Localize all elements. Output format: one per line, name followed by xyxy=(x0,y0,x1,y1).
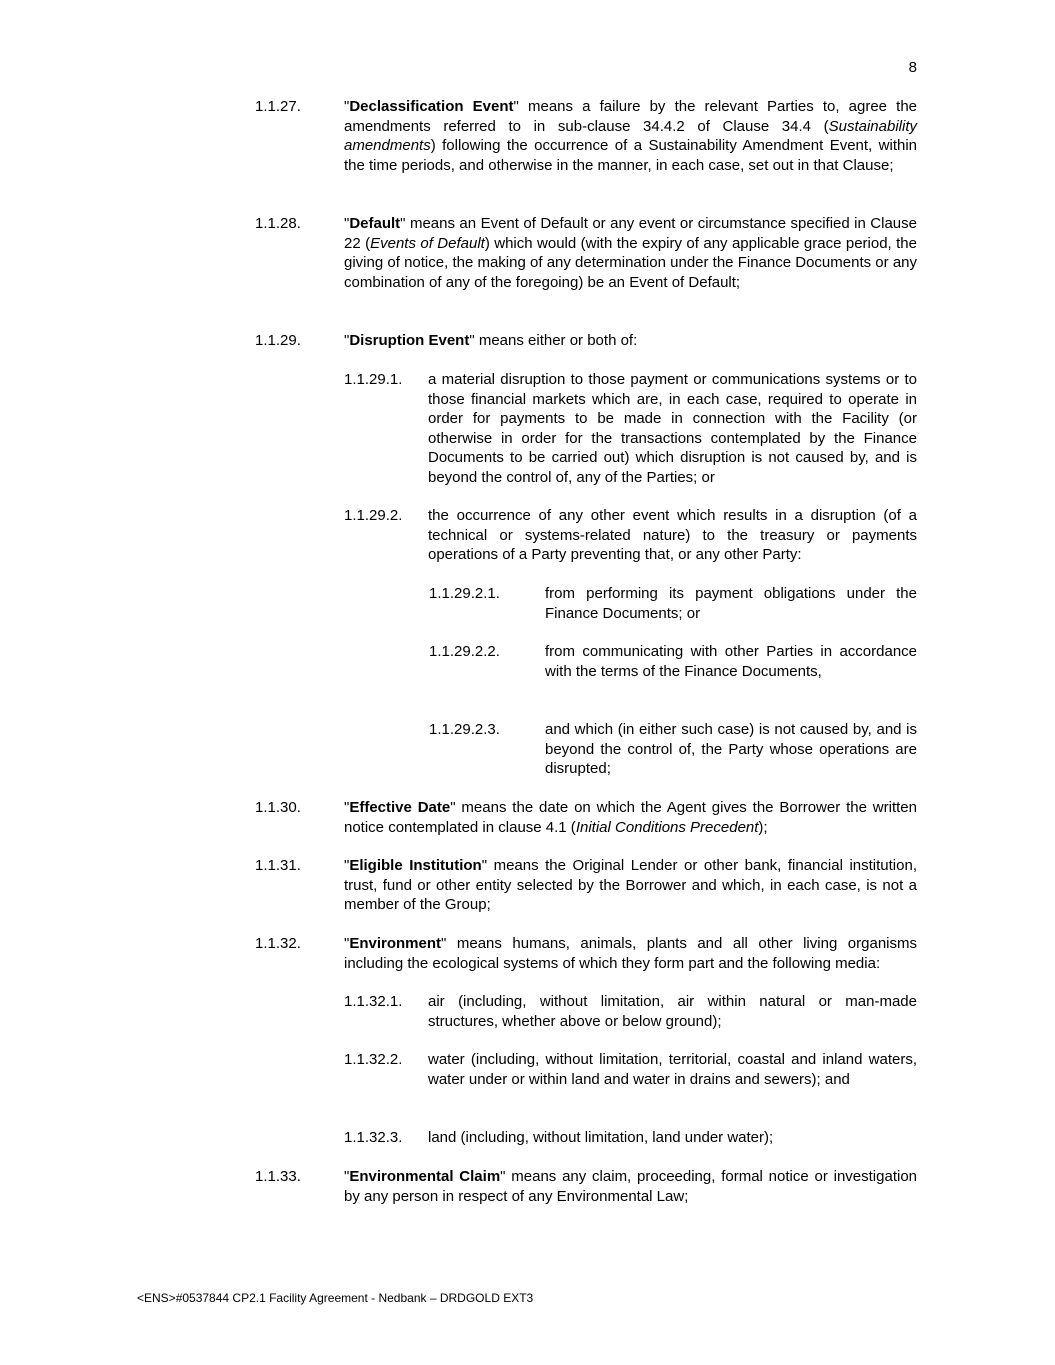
document-footer: <ENS>#0537844 CP2.1 Facility Agreement - Nedbank – DRDGOLD EXT3 xyxy=(137,1291,534,1305)
defined-term: Effective Date xyxy=(349,799,451,816)
clause-number: 1.1.32.2. xyxy=(344,1051,403,1068)
clause-reference: Initial Conditions Precedent xyxy=(575,818,759,836)
clause-text: the occurrence of any other event which results in a disruption (of a technical or systems-related nature) to the treasury or payments operations of a Party preventing that, or any other Party: xyxy=(428,507,917,563)
clause-text-part: ); xyxy=(758,818,768,836)
clause-number: 1.1.29.2.2. xyxy=(429,643,500,660)
clause-number: 1.1.33. xyxy=(255,1168,301,1185)
defined-term: Disruption Event xyxy=(349,332,470,349)
clause-text-part: " means humans, animals, plants and all other living organisms including the ecological systems of which they form part and the following media: xyxy=(344,935,917,972)
clause-number: 1.1.29. xyxy=(255,332,301,349)
clause-number: 1.1.32. xyxy=(255,935,301,952)
clause-number: 1.1.29.2. xyxy=(344,507,403,524)
clause-text-part: " means an Event of Default or any event or circumstance specified in Clause 22 ( xyxy=(344,215,917,252)
clause-number: 1.1.30. xyxy=(255,799,301,816)
clause-text: "Eligible Institution" means the Original Lender or other bank, financial institution, trust, fund or other entity selected by the Borrower and which, in each case, is not a member of the Group; xyxy=(344,857,917,913)
clause-text: "Environment" means humans, animals, plants and all other living organisms including the ecological systems of which they form part and the following media: xyxy=(344,935,917,972)
defined-term: Eligible Institution xyxy=(349,857,482,874)
clause-text: land (including, without limitation, land under water); xyxy=(428,1129,774,1146)
clause-text: air (including, without limitation, air within natural or man-made structures, whether above or below ground); xyxy=(428,993,917,1030)
clause-text: water (including, without limitation, territorial, coastal and inland waters, water under or within land and water in drains and sewers); and xyxy=(428,1051,917,1088)
defined-term: Declassification Event xyxy=(349,98,514,115)
clause-reference: Sustainability amendments xyxy=(344,117,917,154)
clause-text: "Effective Date" means the date on which the Agent gives the Borrower the written notice contemplated in clause 4.1 (Initial Conditions Precedent); xyxy=(344,799,917,836)
clause-number: 1.1.27. xyxy=(255,98,301,115)
clause-text: from performing its payment obligations under the Finance Documents; or xyxy=(545,585,917,622)
clause-text-part: " means any claim, proceeding, formal notice or investigation by any person in respect of any Environmental Law; xyxy=(344,1168,917,1205)
defined-term: Default xyxy=(349,215,401,232)
clause-text-part: " means the date on which the Agent gives the Borrower the written notice contemplated in clause 4.1 ( xyxy=(344,799,917,836)
clause-text: "Disruption Event" means either or both of: xyxy=(344,332,638,349)
clause-number: 1.1.31. xyxy=(255,857,301,874)
clause-number: 1.1.28. xyxy=(255,215,301,232)
clause-text-part: " means a failure by the relevant Parties to, agree the amendments referred to in sub-clause 34.4.2 of Clause 34.4 ( xyxy=(344,98,918,135)
clause-text: "Declassification Event" means a failure by the relevant Parties to, agree the amendments referred to in sub-clause 34.4.2 of Clause 34.4 (Sustainability amendments) following the occurrence of a Sustainability Amendment Event, within the time periods, and otherwise in the manner, in each case, set out in that Clause; xyxy=(344,98,918,174)
clause-number: 1.1.29.1. xyxy=(344,371,403,388)
defined-term: Environment xyxy=(349,935,442,952)
clause-text-part: ) following the occurrence of a Sustainability Amendment Event, within the time periods, and otherwise in the manner, in each case, set out in that Clause; xyxy=(344,137,917,174)
clause-number: 1.1.29.2.1. xyxy=(429,585,500,602)
page-number: 8 xyxy=(908,59,917,76)
clause-text: "Environmental Claim" means any claim, proceeding, formal notice or investigation by any person in respect of any Environmental Law; xyxy=(344,1168,917,1205)
clause-text: a material disruption to those payment or communications systems or to those financial markets which are, in each case, required to operate in order for payments to be made in connection with the Facility (or otherwise in order for the transactions contemplated by the Finance Documents to be carried out) which disruption is not caused by, and is beyond the control of, any of the Parties; or xyxy=(428,371,917,486)
clause-text-part: " means the Original Lender or other bank, financial institution, trust, fund or other entity selected by the Borrower and which, in each case, is not a member of the Group; xyxy=(344,857,917,913)
clause-text-part: ) which would (with the expiry of any applicable grace period, the giving of notice, the making of any determination under the Finance Documents or any combination of any of the foregoing) be an Event of Default; xyxy=(344,234,917,291)
defined-term: Environmental Claim xyxy=(349,1168,501,1185)
clause-text: "Default" means an Event of Default or any event or circumstance specified in Clause 22 (Events of Default) which would (with the expiry of any applicable grace period, the giving of notice, the making of any determination under the Finance Documents or any combination of any of the foregoing) be an Event of Default; xyxy=(344,215,917,291)
clause-text: from communicating with other Parties in accordance with the terms of the Finance Documents, xyxy=(545,643,917,680)
clause-text: and which (in either such case) is not caused by, and is beyond the control of, the Party whose operations are disrupted; xyxy=(545,721,917,777)
clause-number: 1.1.29.2.3. xyxy=(429,721,500,738)
clause-number: 1.1.32.3. xyxy=(344,1129,403,1146)
clause-text-part: " means either or both of: xyxy=(469,332,638,349)
clause-number: 1.1.32.1. xyxy=(344,993,403,1010)
clause-reference: Events of Default xyxy=(370,234,485,252)
